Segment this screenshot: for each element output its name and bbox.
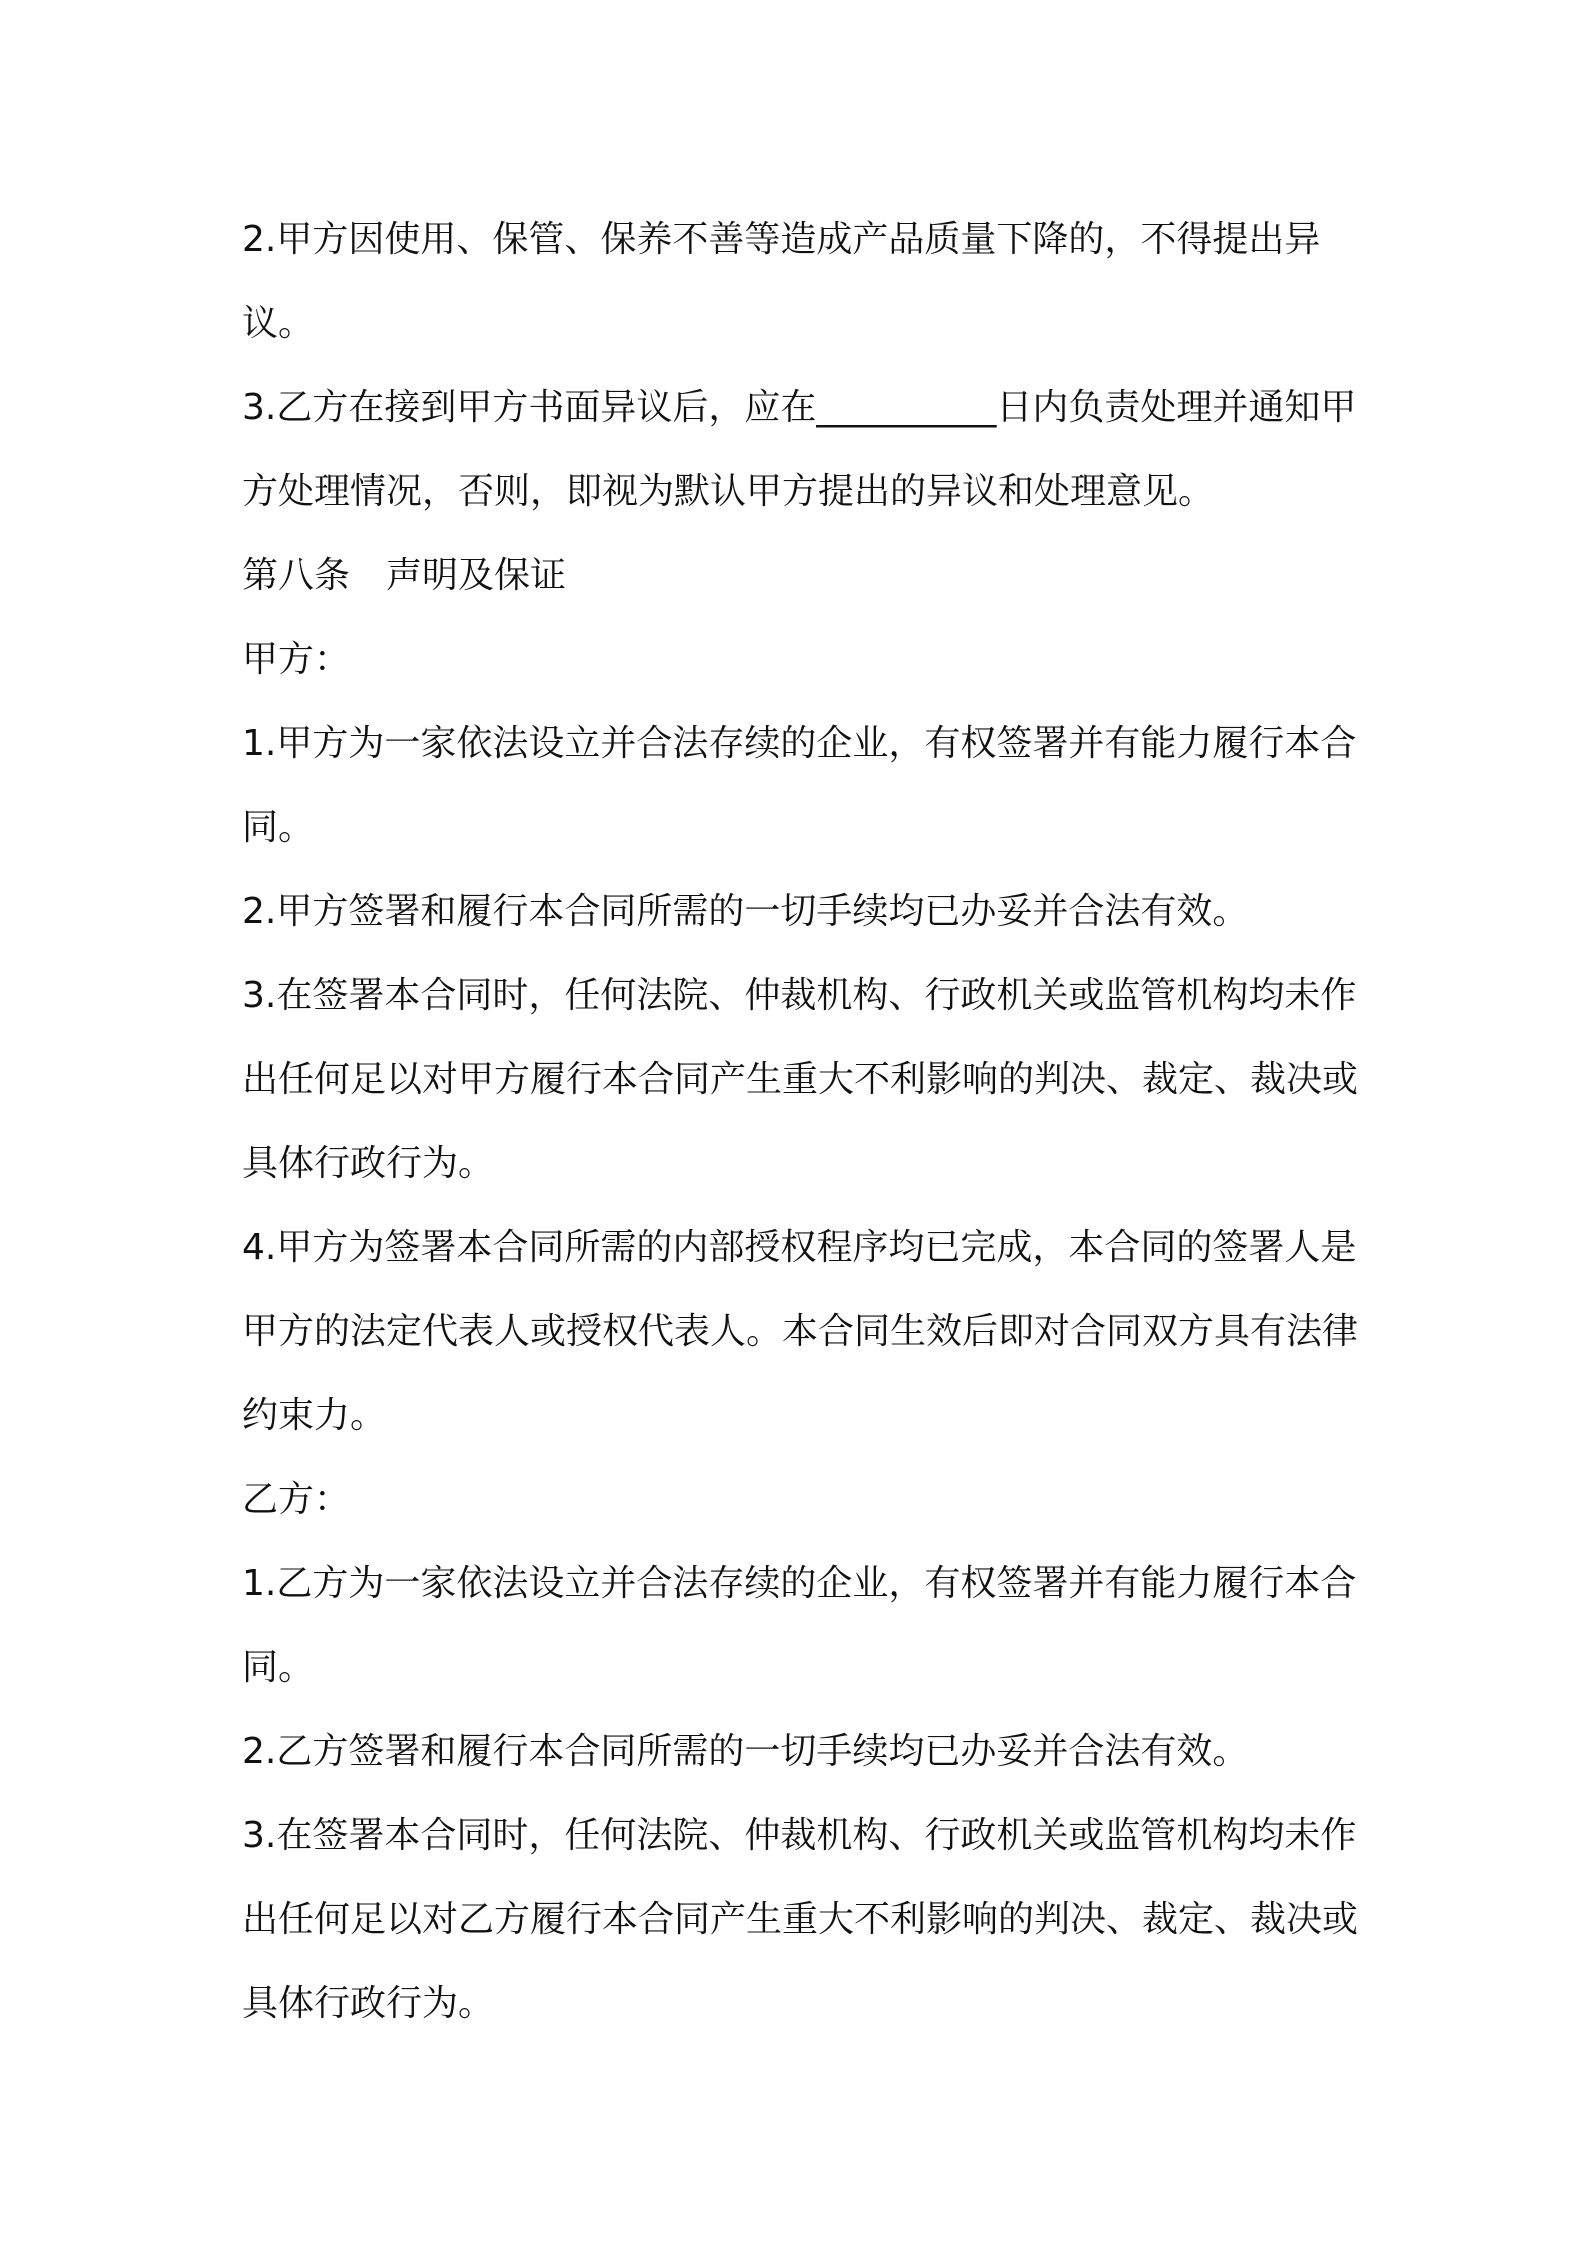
clause-paragraph: 2.乙方签署和履行本合同所需的一切手续均已办妥并合法有效。	[242, 1731, 1249, 1772]
clause-paragraph: 2.甲方签署和履行本合同所需的一切手续均已办妥并合法有效。	[242, 891, 1249, 932]
clause-paragraph: 1.甲方为一家依法设立并合法存续的企业，有权签署并有能力履行本合同。	[242, 723, 1357, 848]
clause-paragraph: 1.乙方为一家依法设立并合法存续的企业，有权签署并有能力履行本合同。	[242, 1563, 1357, 1688]
document-body	[242, 198, 1362, 2046]
party-label: 乙方：	[242, 1479, 351, 1520]
party-label: 甲方：	[242, 639, 351, 680]
clause-paragraph: 3.在签署本合同时，任何法院、仲裁机构、行政机关或监管机构均未作出任何足以对甲方履行本合同产生重大不利影响的判决、裁定、裁决或具体行政行为。	[242, 975, 1359, 1184]
clause-paragraph: 4.甲方为签署本合同所需的内部授权程序均已完成，本合同的签署人是甲方的法定代表人或授权代表人。本合同生效后即对合同双方具有法律约束力。	[242, 1227, 1359, 1436]
clause-paragraph: 3.在签署本合同时，任何法院、仲裁机构、行政机关或监管机构均未作出任何足以对乙方履行本合同产生重大不利影响的判决、裁定、裁决或具体行政行为。	[242, 1815, 1359, 2024]
article-heading: 第八条 声明及保证	[242, 555, 567, 596]
clause-paragraph: 2.甲方因使用、保管、保养不善等造成产品质量下降的，不得提出异议。	[242, 219, 1321, 344]
clause-paragraph: 3.乙方在接到甲方书面异议后，应在__________日内负责处理并通知甲方处理情况，否则，即视为默认甲方提出的异议和处理意见。	[242, 387, 1357, 512]
